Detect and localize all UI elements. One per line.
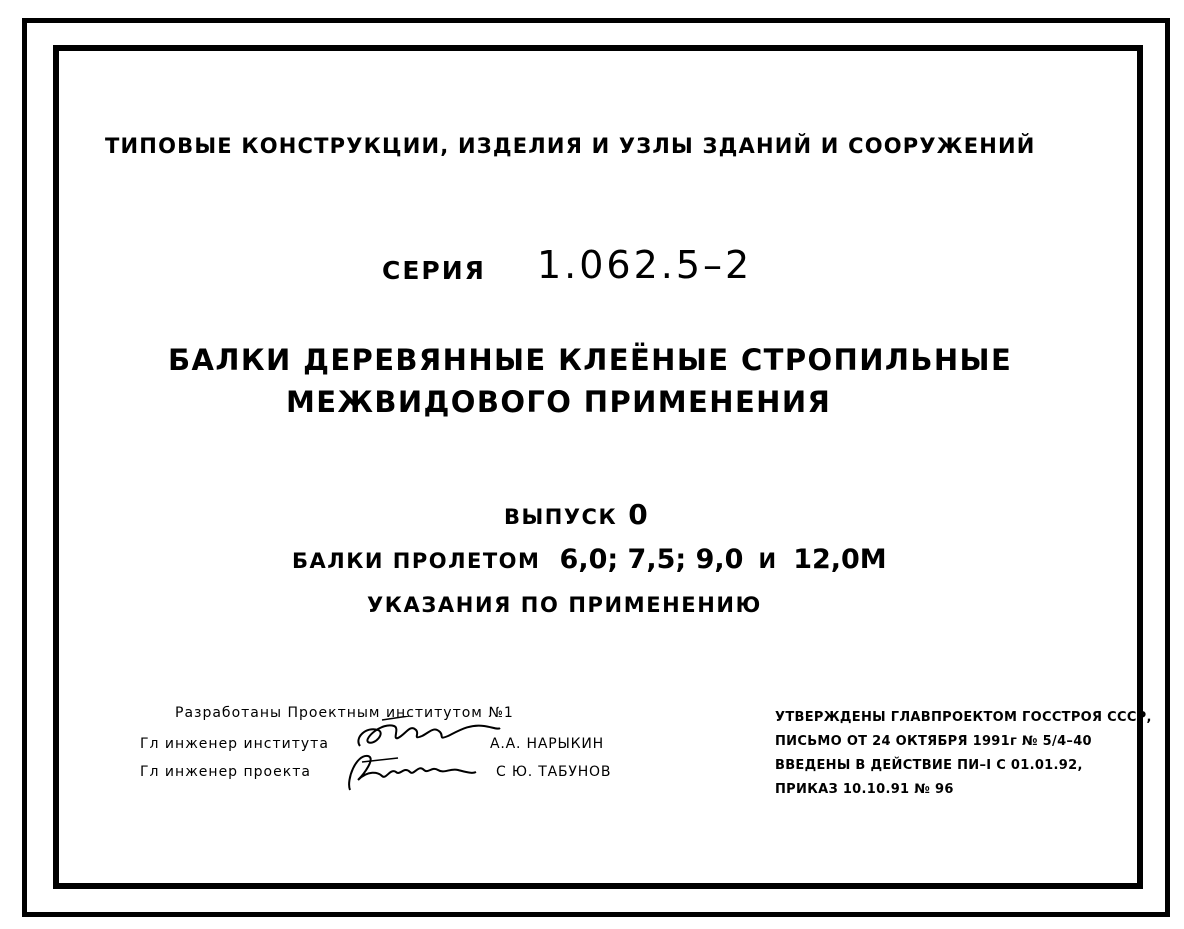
developed-by: Разработаны Проектным институтом №1: [175, 705, 514, 721]
document-title-line-1: БАЛКИ ДЕРЕВЯННЫЕ КЛЕЁНЫЕ СТРОПИЛЬНЫЕ: [168, 343, 1013, 377]
approval-line-2: ПИСЬМО ОТ 24 ОКТЯБРЯ 1991г № 5/4–40: [775, 734, 1092, 749]
issue-row: [504, 498, 648, 531]
series-label: СЕРИЯ: [382, 256, 486, 285]
signature-institute: [352, 716, 502, 752]
spans-label: БАЛКИ ПРОЛЕТОМ: [292, 549, 541, 573]
chief-engineer-institute-name: А.А. НАРЫКИН: [490, 736, 604, 752]
instructions-heading: УКАЗАНИЯ ПО ПРИМЕНЕНИЮ: [367, 593, 762, 617]
spans-values: 6,0; 7,5; 9,0: [559, 544, 744, 575]
issue-label: ВЫПУСК: [504, 505, 618, 529]
approval-line-1: УТВЕРЖДЕНЫ ГЛАВПРОЕКТОМ ГОССТРОЯ СССР,: [775, 710, 1152, 725]
approval-line-4: ПРИКАЗ 10.10.91 № 96: [775, 782, 954, 797]
chief-engineer-institute-label: Гл инженер института: [140, 736, 329, 752]
issue-number: 0: [628, 498, 648, 531]
chief-engineer-project-label: Гл инженер проекта: [140, 764, 311, 780]
document-title-line-2: МЕЖВИДОВОГО ПРИМЕНЕНИЯ: [286, 385, 832, 419]
chief-engineer-project-name: С Ю. ТАБУНОВ: [496, 764, 612, 780]
approval-line-3: ВВЕДЕНЫ В ДЕЙСТВИЕ ПИ–I С 01.01.92,: [775, 758, 1083, 773]
series-number: 1.062.5–2: [537, 243, 753, 287]
signature-project: [338, 750, 478, 794]
document-header: ТИПОВЫЕ КОНСТРУКЦИИ, ИЗДЕЛИЯ И УЗЛЫ ЗДАНИЙ И СООРУЖЕНИЙ: [105, 134, 1036, 158]
spans-row: [292, 544, 887, 575]
spans-and: И: [758, 549, 777, 573]
spans-last-value: 12,0М: [793, 544, 887, 575]
